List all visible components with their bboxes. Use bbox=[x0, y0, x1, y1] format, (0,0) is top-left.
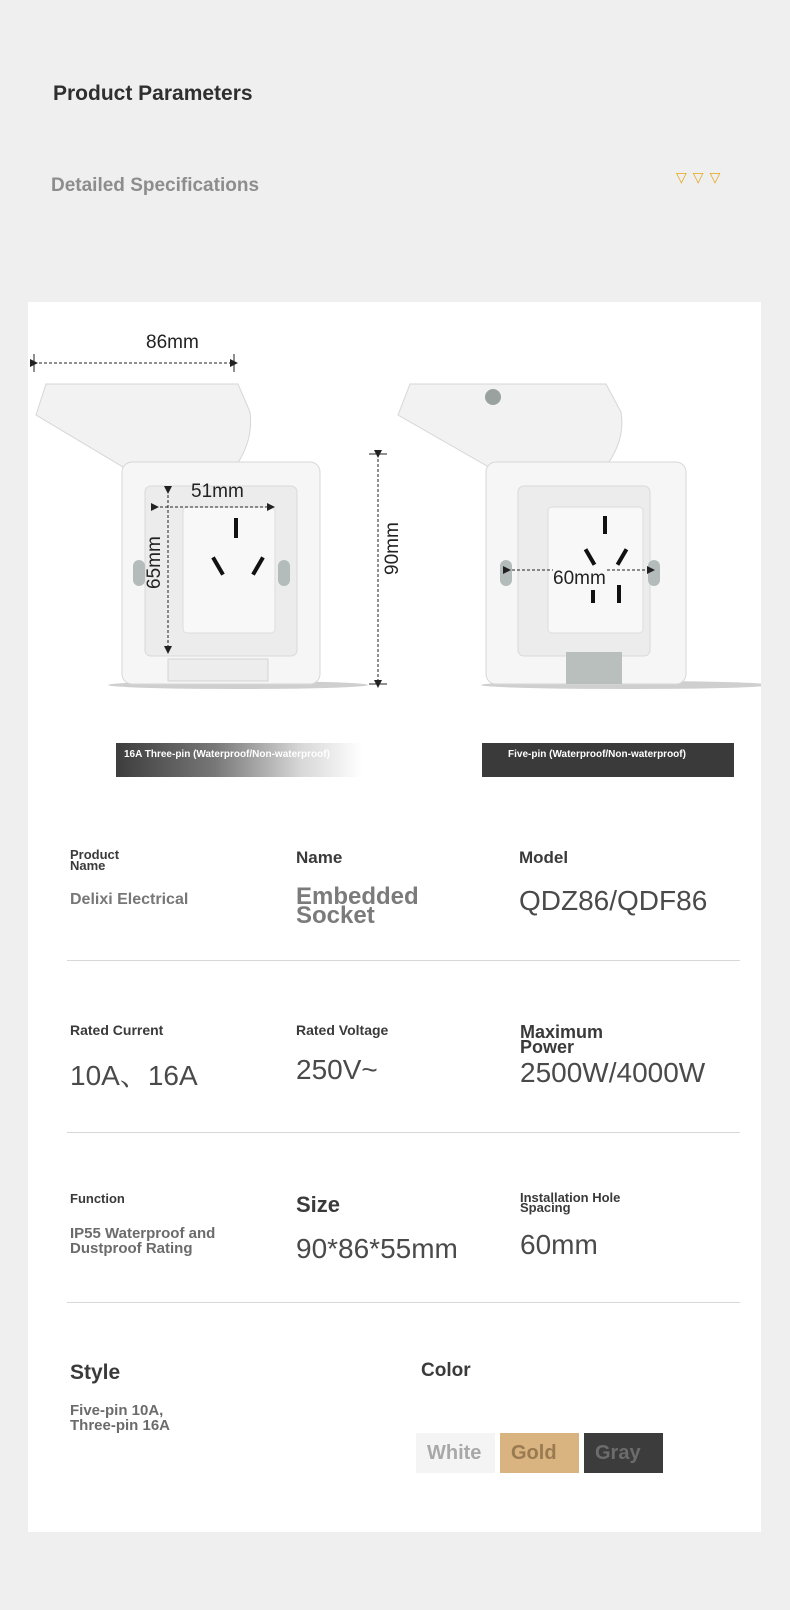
spec-value: 2500W/4000W bbox=[520, 1057, 706, 1088]
divider bbox=[67, 960, 740, 961]
spec-value: IP55 Waterproof and Dustproof Rating bbox=[70, 1225, 216, 1257]
spec-label: Product Name bbox=[70, 847, 120, 873]
spec-color bbox=[421, 1362, 471, 1380]
inner-width-dimension-label: 51mm bbox=[191, 481, 244, 502]
spec-label: Model bbox=[519, 848, 569, 867]
color-swatch-gold: Gold bbox=[500, 1433, 579, 1473]
spec-value: 10A、16A bbox=[70, 1060, 198, 1091]
triangle-down-icon: ▽ bbox=[709, 169, 721, 185]
three-pin-socket-image bbox=[36, 384, 368, 689]
spec-value: 250V~ bbox=[296, 1054, 378, 1085]
spec-label: Color bbox=[421, 1360, 471, 1381]
caption-five-pin: Five-pin (Waterproof/Non-waterproof) bbox=[482, 743, 734, 777]
spec-rated-current bbox=[70, 1022, 198, 1094]
spec-value: 90*86*55mm bbox=[296, 1233, 458, 1264]
spec-value: Delixi Electrical bbox=[70, 891, 189, 908]
spec-label: Style bbox=[70, 1361, 121, 1384]
spec-model bbox=[519, 848, 739, 917]
color-swatch-white: White bbox=[416, 1433, 495, 1473]
spec-label: Size bbox=[296, 1192, 341, 1217]
spec-card bbox=[28, 302, 761, 1532]
page-subtitle: Detailed Specifications bbox=[51, 175, 260, 196]
inner-height-dimension-label: 65mm bbox=[144, 536, 165, 589]
page-title: Product Parameters bbox=[53, 82, 253, 105]
spec-value: Embedded Socket bbox=[296, 883, 419, 929]
triangle-down-icon: ▽ bbox=[692, 169, 704, 185]
five-pin-socket-image bbox=[398, 384, 761, 689]
spec-label: Installation Hole Spacing bbox=[520, 1190, 621, 1215]
spec-function bbox=[70, 1193, 270, 1256]
spec-name bbox=[296, 848, 496, 929]
spec-label: Maximum Power bbox=[520, 1022, 604, 1057]
spec-installation-hole-spacing bbox=[520, 1190, 630, 1261]
spec-value: Five-pin 10A, Three-pin 16A bbox=[70, 1402, 171, 1434]
spec-value: QDZ86/QDF86 bbox=[519, 885, 708, 916]
color-swatch-gray: Gray bbox=[584, 1433, 663, 1473]
width-dimension-label: 86mm bbox=[146, 332, 199, 353]
spec-label: Function bbox=[70, 1191, 125, 1206]
arrow-down-icons bbox=[676, 170, 720, 184]
divider bbox=[67, 1132, 740, 1133]
hole-spacing-dimension-label: 60mm bbox=[553, 568, 606, 589]
spec-label: Rated Voltage bbox=[296, 1022, 389, 1038]
socket-diagram bbox=[28, 302, 761, 722]
spec-style bbox=[70, 1363, 270, 1433]
spec-product-name bbox=[70, 849, 260, 907]
height-dimension-label: 90mm bbox=[382, 522, 403, 575]
spec-value: 60mm bbox=[520, 1229, 598, 1260]
spec-label: Name bbox=[296, 848, 343, 867]
triangle-down-icon: ▽ bbox=[676, 169, 687, 185]
spec-label: Rated Current bbox=[70, 1022, 164, 1038]
divider bbox=[67, 1302, 740, 1303]
spec-rated-voltage bbox=[296, 1022, 389, 1086]
spec-maximum-power bbox=[520, 1022, 706, 1089]
caption-three-pin: 16A Three-pin (Waterproof/Non-waterproof) bbox=[116, 743, 362, 777]
spec-size bbox=[296, 1192, 458, 1265]
